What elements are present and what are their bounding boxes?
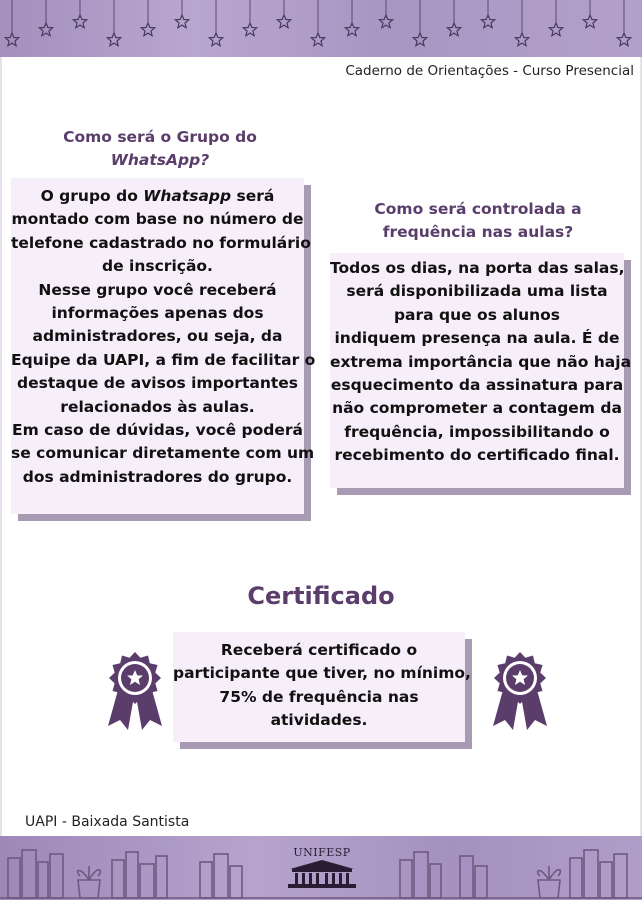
- body-line: Em caso de dúvidas, você poderá: [12, 421, 303, 440]
- star-icon: [447, 23, 460, 36]
- star-icon: [481, 15, 494, 28]
- body-line: se comunicar diretamente com um: [11, 444, 315, 463]
- body-line: indiquem presença na aula. É de: [334, 329, 620, 348]
- body-line: recebimento do certificado final.: [334, 446, 620, 465]
- top-banner: [0, 0, 642, 57]
- body-line: montado com base no número de: [11, 210, 304, 229]
- body-line: participante que tiver, no mínimo,: [173, 664, 471, 683]
- certificado-title: Certificado: [247, 582, 395, 610]
- body-line: Equipe da UAPI, a fim de facilitar o: [11, 350, 316, 369]
- whatsapp-info-box: [11, 178, 316, 514]
- body-line: Receberá certificado o: [220, 641, 418, 659]
- frequencia-title-line1: Como será controlada a: [374, 200, 582, 218]
- body-line: de inscrição.: [102, 257, 213, 276]
- body-line: não comprometer a contagem da: [332, 399, 622, 418]
- star-icon: [73, 15, 86, 28]
- footer-location: UAPI - Baixada Santista: [25, 814, 190, 830]
- body-line: relacionados às aulas.: [60, 397, 255, 416]
- body-line: para que os alunos: [393, 305, 561, 324]
- body-line: Nesse grupo você receberá: [38, 280, 277, 299]
- body-line: será disponibilizada uma lista: [346, 282, 608, 301]
- body-line: informações apenas dos: [51, 304, 264, 323]
- body-line: extrema importância que não haja: [330, 352, 632, 371]
- whatsapp-section-title: [20, 126, 300, 172]
- star-icon: [583, 15, 596, 28]
- star-icon: [209, 33, 222, 46]
- star-icon: [141, 23, 154, 36]
- body-line: Todos os dias, na porta das salas,: [330, 259, 625, 277]
- award-ribbon-icon: [489, 650, 551, 732]
- award-ribbon-icon: [104, 650, 166, 732]
- star-icon: [345, 23, 358, 36]
- body-line: atividades.: [270, 711, 368, 730]
- frequencia-title-line2: frequência nas aulas?: [382, 223, 574, 241]
- star-icon: [617, 33, 630, 46]
- whatsapp-title-line1: Como será o Grupo do: [63, 128, 257, 146]
- body-line: destaque de avisos importantes: [16, 374, 299, 393]
- star-icon: [243, 23, 256, 36]
- hanging-stars-decoration: [0, 0, 642, 57]
- body-line: O grupo do Whatsapp será: [40, 187, 275, 205]
- university-building-icon: [284, 859, 360, 889]
- star-icon: [549, 23, 562, 36]
- star-icon: [515, 33, 528, 46]
- unifesp-logo: [272, 846, 372, 892]
- certificado-info-box: [173, 632, 471, 742]
- body-line: 75% de frequência nas: [219, 687, 419, 706]
- body-line: esquecimento da assinatura para: [330, 376, 624, 395]
- star-icon: [311, 33, 324, 46]
- body-line: telefone cadastrado no formulário: [11, 233, 311, 252]
- star-icon: [379, 15, 392, 28]
- star-icon: [175, 15, 188, 28]
- page-border-left: [0, 57, 2, 836]
- body-line: frequência, impossibilitando o: [344, 422, 610, 441]
- document-subtitle: Caderno de Orientações - Curso Presencial: [345, 63, 634, 79]
- star-icon: [277, 15, 290, 28]
- whatsapp-title-line2: WhatsApp?: [110, 151, 210, 169]
- unifesp-logo-text: UNIFESP: [293, 846, 351, 859]
- star-icon: [5, 33, 18, 46]
- body-line: dos administradores do grupo.: [22, 467, 293, 486]
- frequencia-info-box: [330, 253, 632, 488]
- star-icon: [413, 33, 426, 46]
- body-line: administradores, ou seja, da: [32, 327, 283, 346]
- frequencia-section-title: [338, 198, 618, 244]
- star-icon: [107, 33, 120, 46]
- star-icon: [39, 23, 52, 36]
